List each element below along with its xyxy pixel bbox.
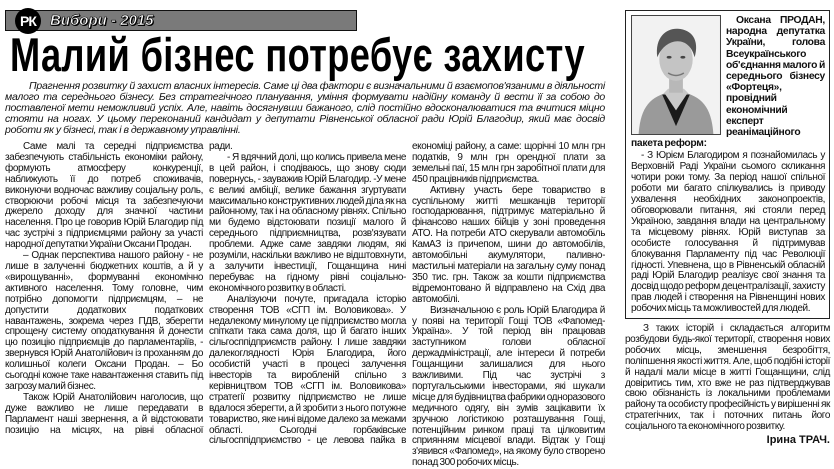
article-conclusion: З таких історій і складається алгоритм розбудови будь-якої території, створення нових робочих місць, зменшення безробіття, поліпшення якості життя. Але, щоб подібні історії й надалі мали місце в житті Гощанщини, слід довіритись тим, хто вже не раз підтверджував свою обізнаність із локальними проблемами району та особисту професійність у вирішенні як стратегічних, так і поточних питань його соціального та економічного розвитку. xyxy=(625,323,830,433)
article-column-3 xyxy=(412,142,605,469)
article-body xyxy=(5,81,605,469)
speaker-quote: - З Юрієм Благодиром я познайомилась у Верховній Раді України сьомого скликання чотири роки тому. За період нашої спільної роботи ми багато спілкувались із приводу ухвалення необхідних законопроектів, обговорювали питання, які стояли перед Україною, завдання влади на центральному та місцевому рівнях. Юрій виступав за особисте голосування й підтримував блокування Парламенту під час Революції гідності. Упевнена, що в Рівненській обласній раді Юрій Благодир реалізує свої знання та досвід щодо реформ децентралізації, захисту прав людей і створення на Рівненщині нових робочих місць та можливостей для людей. xyxy=(631,150,825,315)
rubric-label: Вибори - 2015 xyxy=(50,12,154,29)
paragraph: Активну участь бере товариство в суспільному житті мешканців території господарювання, підтримує матеріально й фінансово наших бійців у зоні проведення АТО. На потреби АТО скерували автомобіль КамАЗ із причепом, шини до автомобілів, автомобільні акумулятори, паливно-мастильні матеріали на загальну суму понад 350 тис. грн. Також за кошти підприємства відремонтовано й відправлено на Схід два автомобілі. xyxy=(412,184,605,305)
newspaper-logo: РК xyxy=(15,8,41,34)
paragraph: ради. xyxy=(209,141,233,152)
article-columns xyxy=(5,142,605,469)
author-byline: Ірина ТРАЧ. xyxy=(766,434,830,447)
paragraph: - Я вдячний долі, що колись привела мене в цей район, і сподіваюсь, що знову сюди повернусь, - зауважив Юрій Благодир. -У мене є великі амбіції, велике бажання згуртувати максимально конструктивних людей діла як на районному, так і на обласному рівнях. Спільно ми будемо відстоювати позиції малого й середнього підприємництва, розв'язувати проблеми. Адже саме завдяки людям, які розуміли, наскільки важливо не відштовхнути, а залучити інвестиції, Гощанщина нині перебуває на гідному рівні соціально-економічного розвитку в області. xyxy=(209,151,406,294)
paragraph: Також Юрій Анатолійович наголосив, що дуже важливо не лише передавати в Парламент наші звернення, а й відстоювати позицію на місцях, на рівні обласної xyxy=(5,391,203,436)
portrait-photo xyxy=(631,15,721,135)
speaker-credentials: Оксана ПРОДАН, народна депутатка України, голова Всеукраїнського об'єднання малого й середнього бізнесу «Фортеця», провідний економічний експерт реанімаційного пакета реформ: xyxy=(631,15,825,150)
paragraph: Саме малі та середні підприємства забезпечують стабільність економіки району, формують атмосферу конкуренції, наближують її до потреб споживачів, виконуючи водночас важливу соціальну роль, створюючи робочі місця та забезпечуючи джерело доходу для значної частини населення. Про це говорив Юрій Благодир під час зустрічі з підприємцями району за участі народної депутатки України Оксани Продан. xyxy=(5,141,203,251)
article-column-2 xyxy=(209,142,406,447)
paragraph: Аналізуючи почуте, пригадала історію створення ТОВ «СГП ім. Воловикова». У недалекому минулому це підприємство могла спіткати така сама доля, що й багато інших сільгосппідприємств району. І лише завдяки далекоглядності Юрія Благодира, його особистій участі в процесі залучення інвесторів та виробленій спільно з керівництвом ТОВ «СГП ім. Воловикова» стратегії розвитку підприємство не лише вдалося зберегти, а й зробити з нього потужне товариство, яке нині відоме далеко за межами області. Сьогодні горбаківське сільгосппідприємство - це левова пайка в xyxy=(209,293,406,447)
article-title: Малий бізнес потребує захисту xyxy=(10,28,585,81)
right-column xyxy=(625,10,830,447)
article-lead: Прагнення розвитку й захист власних інтересів. Саме ці два фактори є визначальними й взаємопов'язаними в діяльності малого та середнього бізнесу. Без стратегічного планування, уміння формувати надійну команду й вести її за собою до поставленої мети неможливий успіх. Але, навіть досягнувши бажаного, слід постійно вдосконалюватися та вчитися міцно стояти на ногах. У цьому переконаний кандидат у депутати Рівненської обласної ради Юрій Благодир, який має досвід роботи як у бізнесі, так і в державному управлінні. xyxy=(5,80,605,136)
article-column-1 xyxy=(5,142,203,436)
paragraph: економіці району, а саме: щорічні 10 млн грн податків, 9 млн грн орендної плати за земельні паї, 15 млн грн заробітної плати для 450 працівників підприємства. xyxy=(412,141,605,185)
paragraph: – Однак перспектива нашого району - не лише в залученні бюджетних коштів, а й у «вирощуванні», формуванні економічно активного населення. Тому головне, чим потрібно допомогти підприємцям, – не допустити додаткових податкових навантажень, зокрема через ПДВ, зберегти спрощену систему оподаткування й донести цю позицію підприємців до парламентаріїв, - звернувся Юрій Анатолійович із проханням до колишньої колеги Оксани Продан. – Бо сьогодні кожне таке навантаження ставить під загрозу малий бізнес. xyxy=(5,250,203,392)
quote-sidebar xyxy=(625,10,830,319)
paragraph: Визначальною є роль Юрій Благодира й у появі на території Гощі ТОВ «Фапомед-Україна». У той період він працював заступником голови обласної держадміністрації, але інтереси й потреби Гощанщини залишалися для нього важливими. Під час зустрічі з португальськими інвесторами, які шукали місце для будівництва фабрики одноразового медичного одягу, він зумів зацікавити їх зручною логістикою розташування Гощі, потенційним ринком праці та цілковитим сприянням місцевої влади. Відтак у Гощі з'явився «Фапомед», на якому було створено понад 300 робочих місць. xyxy=(412,304,605,469)
